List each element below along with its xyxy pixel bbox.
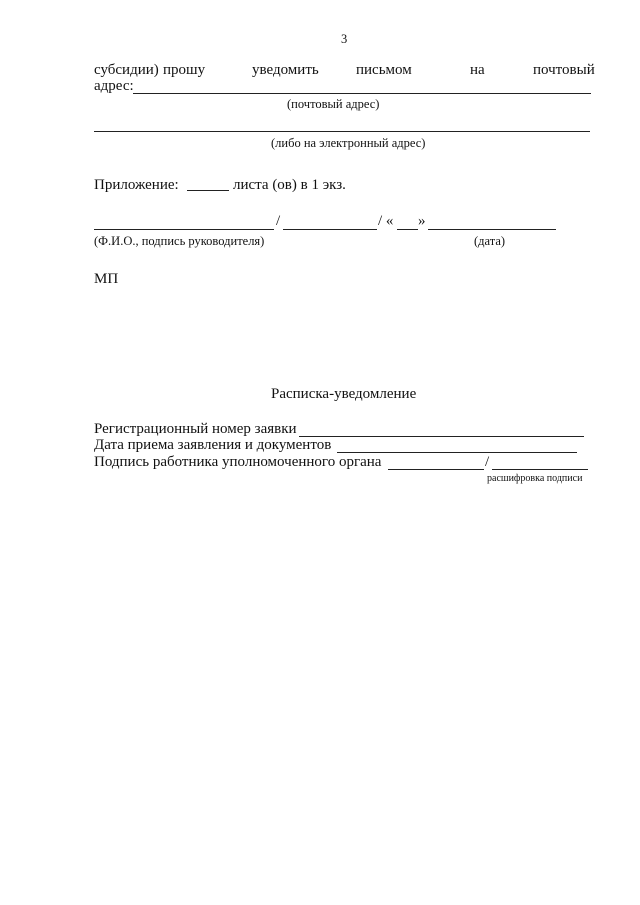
- email-address-field[interactable]: [94, 131, 590, 132]
- postal-address-field[interactable]: [133, 93, 591, 94]
- stamp-label: МП: [94, 271, 119, 287]
- page-number: 3: [341, 32, 348, 46]
- reg-number-field[interactable]: [299, 436, 584, 437]
- notify-word-6: почтовый: [533, 62, 595, 78]
- officer-sign-field[interactable]: [388, 469, 484, 470]
- fio-signature-field[interactable]: [94, 229, 274, 230]
- postal-address-caption: (почтовый адрес): [287, 97, 380, 111]
- notify-word-2: прошу: [163, 62, 206, 78]
- address-label: адрес:: [94, 78, 134, 94]
- signature-decode-field[interactable]: [283, 229, 377, 230]
- notify-word-1: субсидии): [94, 62, 159, 78]
- email-address-caption: (либо на электронный адрес): [271, 136, 426, 150]
- notify-word-3: уведомить: [252, 62, 319, 78]
- fio-caption: (Ф.И.О., подпись руководителя): [94, 234, 265, 248]
- attachment-label: Приложение:: [94, 177, 179, 193]
- receipt-date-label: Дата приема заявления и документов: [94, 437, 332, 453]
- date-caption: (дата): [474, 234, 506, 248]
- signature-quote-close: »: [418, 213, 426, 229]
- reg-number-label: Регистрационный номер заявки: [94, 421, 297, 437]
- notify-word-4: письмом: [356, 62, 412, 78]
- date-month-year-field[interactable]: [428, 229, 556, 230]
- signature-slash-quote: / «: [378, 213, 394, 229]
- decode-caption: расшифровка подписи: [487, 473, 583, 484]
- attachment-sheets-field[interactable]: [187, 190, 229, 191]
- notify-word-5: на: [470, 62, 485, 78]
- officer-sign-slash: /: [485, 454, 490, 470]
- attachment-suffix: листа (ов) в 1 экз.: [233, 177, 346, 193]
- date-day-field[interactable]: [397, 229, 418, 230]
- signature-slash-1: /: [276, 213, 281, 229]
- officer-decode-field[interactable]: [492, 469, 588, 470]
- receipt-date-field[interactable]: [337, 452, 577, 453]
- officer-sign-label: Подпись работника уполномоченного органа: [94, 454, 382, 470]
- receipt-title: Расписка-уведомление: [271, 386, 417, 402]
